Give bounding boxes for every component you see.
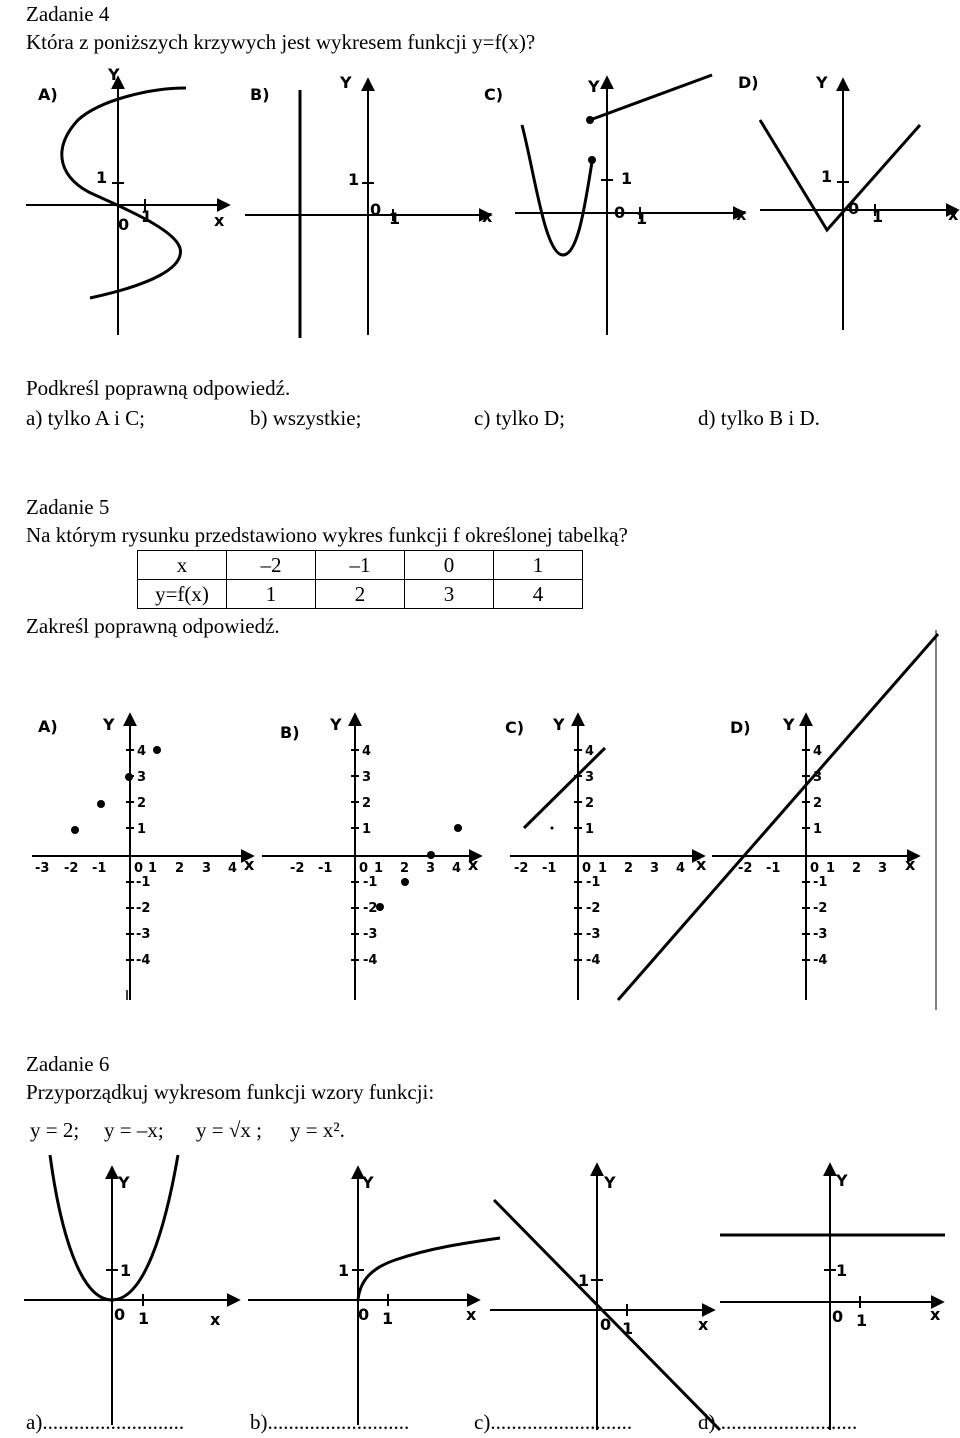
svg-text:0: 0 bbox=[582, 861, 592, 876]
task5-panel-c-label: C) bbox=[505, 718, 525, 737]
svg-text:2: 2 bbox=[137, 796, 147, 811]
origin-label: 0 bbox=[848, 199, 860, 218]
svg-text:3: 3 bbox=[650, 861, 660, 876]
origin-label: 0 bbox=[114, 1305, 126, 1324]
svg-text:1: 1 bbox=[374, 861, 384, 876]
svg-text:-2: -2 bbox=[586, 901, 601, 916]
axis-x-label: x bbox=[696, 855, 707, 874]
task5-title: Zadanie 5 bbox=[26, 495, 110, 519]
tick-label: 1 bbox=[872, 207, 884, 226]
task6-formula-1: y = 2; bbox=[30, 1118, 80, 1142]
origin-label: 0 bbox=[358, 1305, 370, 1324]
svg-text:-1: -1 bbox=[586, 875, 601, 890]
task5-value-table bbox=[137, 550, 583, 609]
svg-text:3: 3 bbox=[585, 770, 595, 785]
svg-text:-1: -1 bbox=[542, 861, 557, 876]
svg-text:0: 0 bbox=[810, 861, 820, 876]
task4-panel-b-label: B) bbox=[250, 85, 270, 104]
svg-text:-2: -2 bbox=[64, 861, 79, 876]
svg-text:2: 2 bbox=[175, 861, 185, 876]
svg-text:-4: -4 bbox=[586, 953, 601, 968]
task6-panel-c bbox=[490, 1165, 720, 1430]
svg-text:2: 2 bbox=[362, 796, 372, 811]
tick-label: 1 bbox=[622, 1319, 634, 1338]
svg-text:3: 3 bbox=[362, 770, 372, 785]
svg-text:-2: -2 bbox=[290, 861, 305, 876]
tick-label: 1 bbox=[856, 1311, 868, 1330]
axis-y-label: Y bbox=[330, 715, 342, 734]
task4-instruction: Podkreśl poprawną odpowiedź. bbox=[26, 376, 291, 400]
axis-y-label: Y bbox=[816, 73, 828, 92]
task6-question: Przyporządkuj wykresom funkcji wzory funkcji: bbox=[26, 1080, 435, 1104]
svg-text:3: 3 bbox=[202, 861, 212, 876]
origin-label: 0 bbox=[118, 215, 130, 234]
tick-label: 1 bbox=[821, 167, 833, 186]
svg-text:2: 2 bbox=[852, 861, 862, 876]
tick-label: 1 bbox=[138, 1309, 150, 1328]
tick-label: 1 bbox=[338, 1261, 350, 1280]
svg-text:-3: -3 bbox=[136, 927, 151, 942]
task6-panel-b bbox=[248, 1168, 500, 1425]
axis-x-label: x bbox=[736, 205, 747, 224]
task4-answer-d[interactable]: d) tylko B i D. bbox=[698, 406, 820, 430]
svg-text:-1: -1 bbox=[766, 861, 781, 876]
svg-text:2: 2 bbox=[585, 796, 595, 811]
table-cell: –1 bbox=[316, 551, 405, 580]
table-cell: y=f(x) bbox=[138, 580, 227, 609]
axis-x-label: x bbox=[698, 1315, 709, 1334]
svg-text:-1: -1 bbox=[363, 875, 378, 890]
svg-text:-4: -4 bbox=[813, 953, 828, 968]
task4-question: Która z poniższych krzywych jest wykresem funkcji y=f(x)? bbox=[26, 30, 536, 54]
svg-text:4: 4 bbox=[676, 861, 686, 876]
axis-x-label: x bbox=[466, 1305, 477, 1324]
svg-text:3: 3 bbox=[426, 861, 436, 876]
tick-label: 1 bbox=[141, 207, 153, 226]
table-row bbox=[138, 580, 583, 609]
svg-text:4: 4 bbox=[452, 861, 462, 876]
svg-text:4: 4 bbox=[585, 744, 595, 759]
axis-x-label: x bbox=[948, 205, 959, 224]
task6-formula-4: y = x². bbox=[290, 1118, 345, 1142]
svg-text:-2: -2 bbox=[813, 901, 828, 916]
axis-x-label: x bbox=[210, 1310, 221, 1329]
axis-y-label: Y bbox=[103, 715, 115, 734]
task5-panel-d-label: D) bbox=[730, 718, 751, 737]
task6-answer-d[interactable]: d)........................... bbox=[698, 1410, 858, 1434]
axis-y-label: Y bbox=[604, 1173, 616, 1192]
table-cell: 2 bbox=[316, 580, 405, 609]
task5-panel-b-label: B) bbox=[280, 723, 300, 742]
task6-answer-c[interactable]: c)........................... bbox=[474, 1410, 633, 1434]
axis-y-label: Y bbox=[836, 1171, 848, 1190]
task4-panel-d-label: D) bbox=[738, 73, 759, 92]
svg-text:4: 4 bbox=[362, 744, 372, 759]
svg-text:4: 4 bbox=[813, 744, 823, 759]
svg-text:-1: -1 bbox=[813, 875, 828, 890]
tick-label: 1 bbox=[621, 169, 633, 188]
origin-label: 0 bbox=[600, 1315, 612, 1334]
svg-text:2: 2 bbox=[813, 796, 823, 811]
table-cell: 3 bbox=[405, 580, 494, 609]
svg-text:1: 1 bbox=[148, 861, 158, 876]
task5-instruction: Zakreśl poprawną odpowiedź. bbox=[26, 614, 280, 638]
task6-panel-d bbox=[720, 1165, 945, 1430]
table-cell: –2 bbox=[227, 551, 316, 580]
axis-x-label: x bbox=[482, 207, 493, 226]
svg-text:-1: -1 bbox=[136, 875, 151, 890]
svg-text:0: 0 bbox=[134, 861, 144, 876]
task4-answer-b[interactable]: b) wszystkie; bbox=[250, 406, 362, 430]
task6-formula-2: y = –x; bbox=[104, 1118, 164, 1142]
svg-text:-2: -2 bbox=[738, 861, 753, 876]
svg-text:2: 2 bbox=[624, 861, 634, 876]
svg-text:-1: -1 bbox=[92, 861, 107, 876]
task5-panel-a-label: A) bbox=[38, 717, 58, 736]
tick-label: 1 bbox=[389, 209, 401, 228]
task4-answer-c[interactable]: c) tylko D; bbox=[474, 406, 565, 430]
axis-y-label: Y bbox=[340, 73, 352, 92]
origin-label: 0 bbox=[614, 203, 626, 222]
task5-question: Na którym rysunku przedstawiono wykres funkcji f określonej tabelką? bbox=[26, 523, 628, 547]
svg-text:-3: -3 bbox=[363, 927, 378, 942]
origin-label: 0 bbox=[370, 200, 382, 219]
task4-title: Zadanie 4 bbox=[26, 2, 110, 26]
task4-panel-b bbox=[245, 80, 490, 338]
axis-x-label: x bbox=[468, 855, 479, 874]
axis-y-label: Y bbox=[108, 65, 120, 84]
svg-text:-1: -1 bbox=[318, 861, 333, 876]
svg-text:0: 0 bbox=[359, 861, 369, 876]
tick-label: 1 bbox=[578, 1271, 590, 1290]
task4-panel-c bbox=[515, 75, 744, 335]
svg-text:-4: -4 bbox=[363, 953, 378, 968]
task5-panel-c bbox=[510, 715, 703, 1000]
svg-text:1: 1 bbox=[598, 861, 608, 876]
svg-text:-2: -2 bbox=[363, 901, 378, 916]
table-cell: 1 bbox=[494, 551, 583, 580]
table-cell: 0 bbox=[405, 551, 494, 580]
svg-text:3: 3 bbox=[137, 770, 147, 785]
axis-y-label: Y bbox=[362, 1173, 374, 1192]
svg-text:1: 1 bbox=[585, 822, 595, 837]
axis-y-label: Y bbox=[588, 77, 600, 96]
table-row bbox=[138, 551, 583, 580]
tick-label: 1 bbox=[96, 168, 108, 187]
tick-label: 1 bbox=[836, 1261, 848, 1280]
svg-text:1: 1 bbox=[826, 861, 836, 876]
svg-text:1: 1 bbox=[362, 822, 372, 837]
task6-title: Zadanie 6 bbox=[26, 1052, 110, 1076]
tick-label: 1 bbox=[382, 1309, 394, 1328]
svg-text:-3: -3 bbox=[813, 927, 828, 942]
svg-text:-4: -4 bbox=[136, 953, 151, 968]
task5-panel-d bbox=[618, 634, 938, 1000]
axis-x-label: x bbox=[244, 855, 255, 874]
task6-answer-a[interactable]: a)........................... bbox=[26, 1410, 185, 1434]
svg-text:-3: -3 bbox=[586, 927, 601, 942]
task4-panel-a bbox=[26, 78, 228, 335]
table-cell: x bbox=[138, 551, 227, 580]
svg-text:4: 4 bbox=[228, 861, 238, 876]
svg-text:-2: -2 bbox=[136, 901, 151, 916]
task6-answer-b[interactable]: b)........................... bbox=[250, 1410, 410, 1434]
table-cell: 1 bbox=[227, 580, 316, 609]
tick-label: 1 bbox=[348, 170, 360, 189]
axis-x-label: x bbox=[905, 855, 916, 874]
table-cell: 4 bbox=[494, 580, 583, 609]
svg-text:1: 1 bbox=[813, 822, 823, 837]
axis-x-label: x bbox=[930, 1305, 941, 1324]
task4-panel-c-label: C) bbox=[484, 85, 504, 104]
axis-y-label: Y bbox=[553, 715, 565, 734]
tick-label: 1 bbox=[636, 209, 648, 228]
task6-formula-3: y = √x ; bbox=[196, 1118, 262, 1142]
tick-label: 1 bbox=[120, 1261, 132, 1280]
task4-panel-a-label: A) bbox=[38, 85, 58, 104]
task4-answer-a[interactable]: a) tylko A i C; bbox=[26, 406, 146, 430]
svg-text:-3: -3 bbox=[35, 861, 50, 876]
axis-y-label: Y bbox=[783, 715, 795, 734]
axis-x-label: x bbox=[214, 211, 225, 230]
svg-text:3: 3 bbox=[813, 770, 823, 785]
svg-text:1: 1 bbox=[137, 822, 147, 837]
svg-text:2: 2 bbox=[400, 861, 410, 876]
svg-text:-2: -2 bbox=[514, 861, 529, 876]
axis-y-label: Y bbox=[118, 1173, 130, 1192]
origin-label: 0 bbox=[832, 1307, 844, 1326]
task6-panel-a bbox=[24, 1155, 238, 1425]
svg-text:3: 3 bbox=[878, 861, 888, 876]
svg-text:4: 4 bbox=[137, 744, 147, 759]
